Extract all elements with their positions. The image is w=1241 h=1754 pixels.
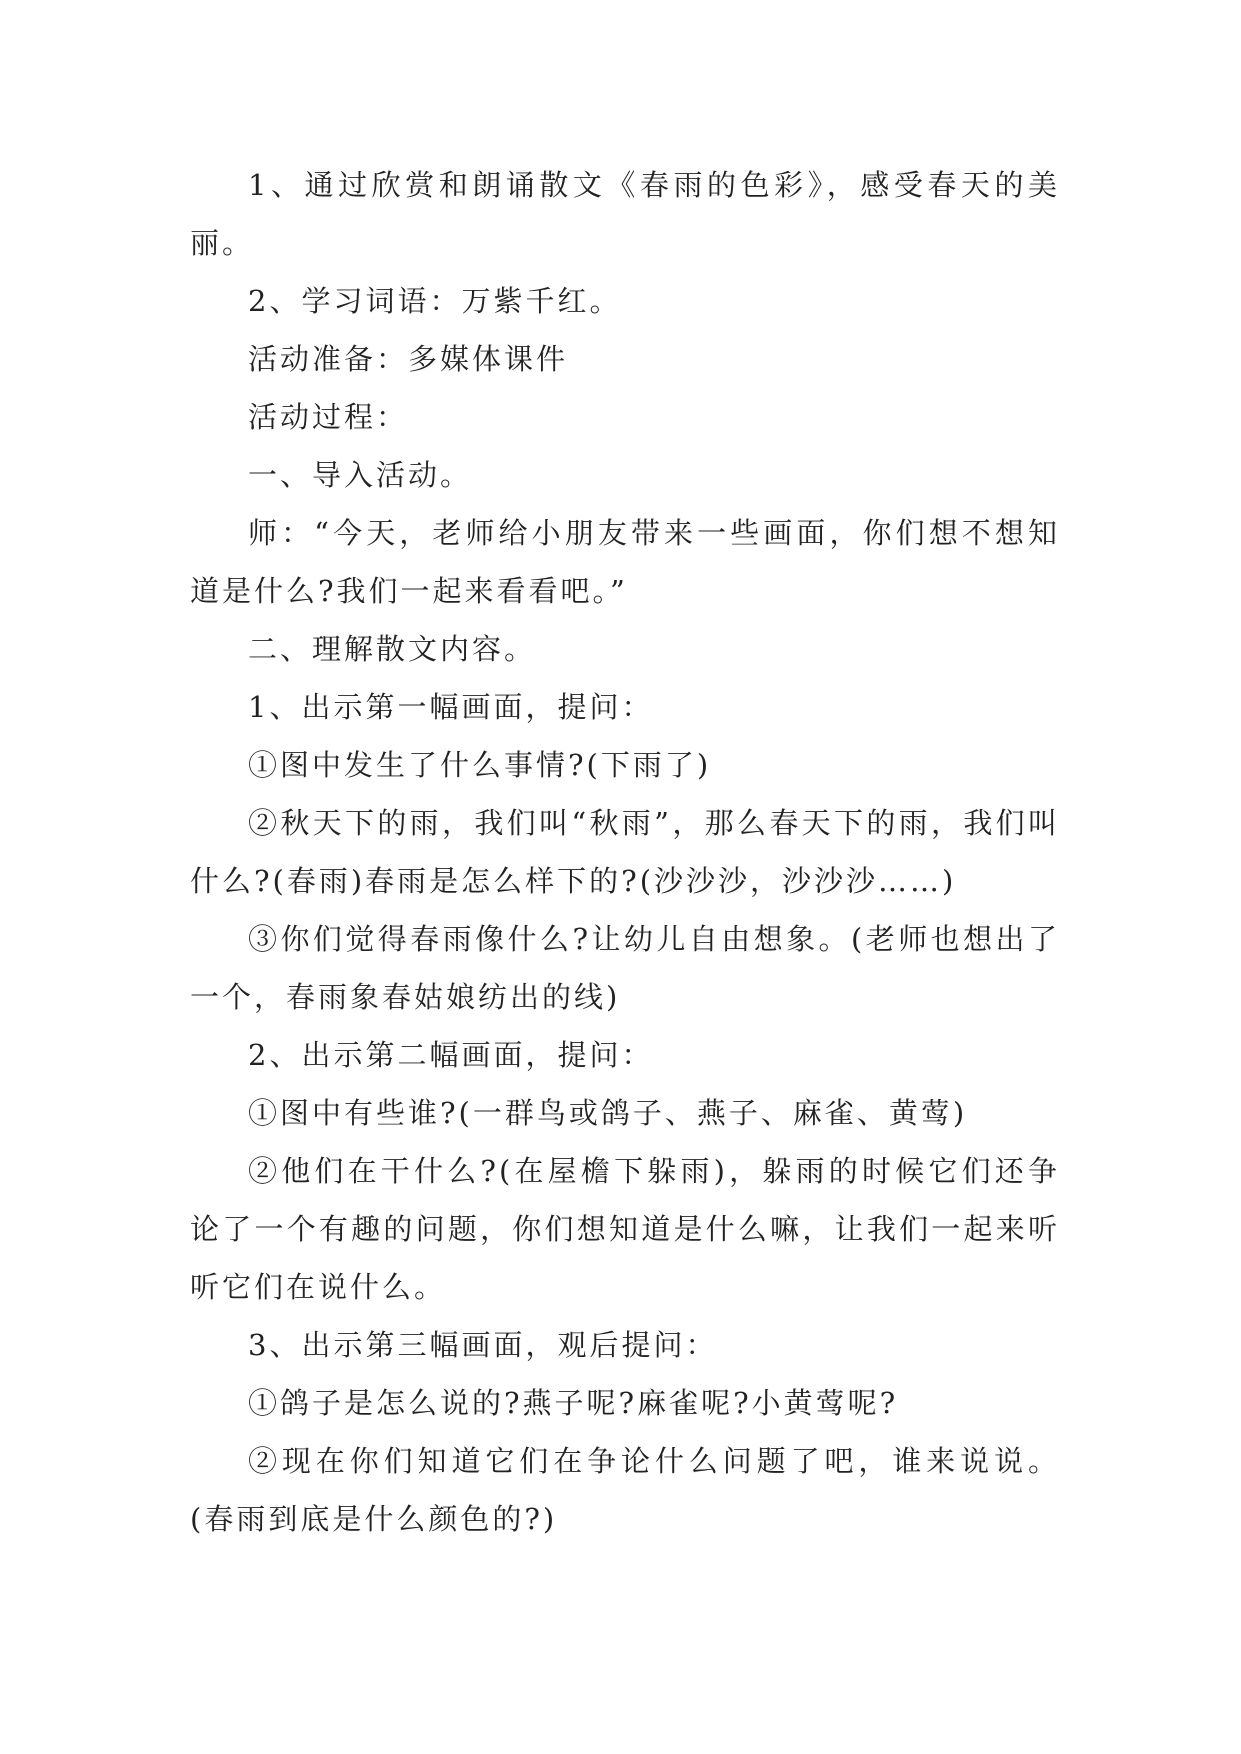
paragraph-teacher-intro: 师：“今天，老师给小朋友带来一些画面，你们想不想知道是什么?我们一起来看看吧。” [190,516,1060,608]
paragraph-picture-3: 3、出示第三幅画面，观后提问： [248,1328,718,1362]
paragraph-question-1-3: ③你们觉得春雨像什么?让幼儿自由想象。(老师也想出了一个，春雨象春姑娘纺出的线) [190,922,1060,1014]
paragraph-question-2-2: ②他们在干什么?(在屋檐下躲雨)，躲雨的时候它们还争论了一个有趣的问题，你们想知道是什么嘛，让我们一起来听听它们在说什么。 [190,1154,1060,1304]
paragraph-goal-1: 1、通过欣赏和朗诵散文《春雨的色彩》，感受春天的美丽。 [190,168,1060,260]
paragraph-process-heading: 活动过程： [248,400,409,434]
paragraph-section-2: 二、理解散文内容。 [248,632,537,666]
paragraph-question-3-2: ②现在你们知道它们在争论什么问题了吧，谁来说说。(春雨到底是什么颜色的?) [190,1444,1060,1536]
paragraph-question-1-2: ②秋天下的雨，我们叫“秋雨”，那么春天下的雨，我们叫什么?(春雨)春雨是怎么样下的?(沙沙沙，沙沙沙……) [190,806,1060,898]
paragraph-question-1-1: ①图中发生了什么事情?(下雨了) [248,748,712,782]
paragraph-section-1: 一、导入活动。 [248,458,473,492]
paragraph-preparation: 活动准备：多媒体课件 [248,342,569,376]
paragraph-question-2-1: ①图中有些谁?(一群鸟或鸽子、燕子、麻雀、黄莺) [248,1096,968,1130]
paragraph-picture-2: 2、出示第二幅画面，提问： [248,1038,654,1072]
paragraph-question-3-1: ①鸽子是怎么说的?燕子呢?麻雀呢?小黄莺呢? [248,1386,899,1420]
document-body [190,156,1060,1548]
paragraph-picture-1: 1、出示第一幅画面，提问： [248,690,654,724]
paragraph-goal-2: 2、学习词语：万紫千红。 [248,284,622,318]
